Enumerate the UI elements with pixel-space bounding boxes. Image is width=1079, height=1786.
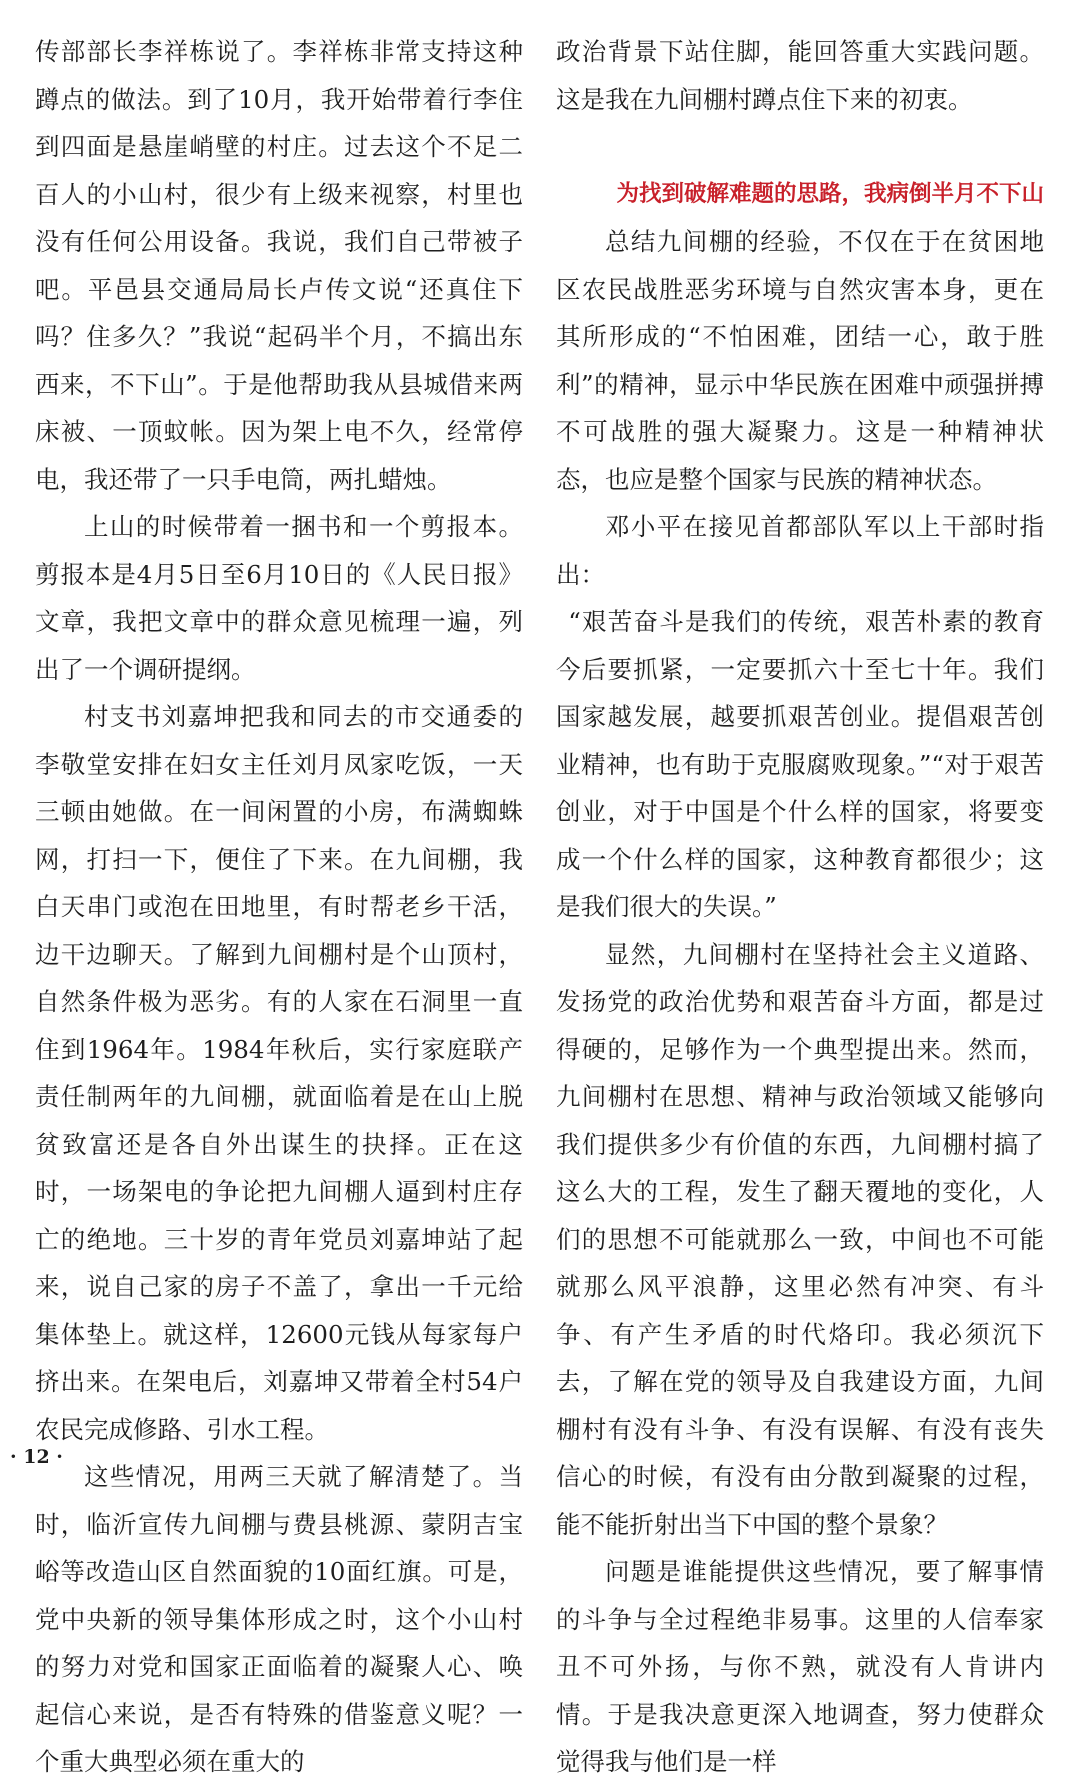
paragraph-continued: 传部部长李祥栋说了。李祥栋非常支持这种蹲点的做法。到了10月，我开始带着行李住到四面是悬崖峭壁的村庄。过去这个不足二百人的小山村，很少有上级来视察，村里也没有任何公用设备。我说，我们自己带被子吧。平邑县交通局局长卢传文说“还真住下吗？住多久？”我说“起码半个月，不搞出东西来，不下山”。于是他帮助我从县城借来两床被、一顶蚊帐。因为架上电不久，经常停电，我还带了一只手电筒，两扎蜡烛。 <box>35 37 523 494</box>
left-column <box>35 28 523 1786</box>
section-heading: 为找到破解难题的思路，我病倒半月不下山 <box>616 181 1044 207</box>
paragraph: 村支书刘嘉坤把我和同去的市交通委的李敬堂安排在妇女主任刘月凤家吃饭，一天三顿由她做。在一间闲置的小房，布满蜘蛛网，打扫一下，便住了下来。在九间棚，我白天串门或泡在田地里，有时帮老乡干活，边干边聊天。了解到九间棚村是个山顶村，自然条件极为恶劣。有的人家在石洞里一直住到1964年。1984年秋后，实行家庭联产责任制两年的九间棚，就面临着是在山上脱贫致富还是各自外出谋生的抉择。正在这时，一场架电的争论把九间棚人逼到村庄存亡的绝地。三十岁的青年党员刘嘉坤站了起来，说自己家的房子不盖了，拿出一千元给集体垫上。就这样，12600元钱从每家每户挤出来。在架电后，刘嘉坤又带着全村54户农民完成修路、引水工程。 <box>35 702 523 1444</box>
paragraph: 问题是谁能提供这些情况，要了解事情的斗争与全过程绝非易事。这里的人信奉家丑不可外扬，与你不熟，就没有人肯讲内情。于是我决意更深入地调查，努力使群众觉得我与他们是一样 <box>556 1557 1044 1776</box>
quotation-paragraph: “艰苦奋斗是我们的传统，艰苦朴素的教育今后要抓紧，一定要抓六十至七十年。我们国家越发展，越要抓艰苦创业。提倡艰苦创业精神，也有助于克服腐败现象。”“对于艰苦创业，对于中国是个什么样的国家，将要变成一个什么样的国家，这种教育都很少；这是我们很大的失误。” <box>556 607 1044 921</box>
paragraph: 上山的时候带着一捆书和一个剪报本。剪报本是4月5日至6月10日的《人民日报》文章，我把文章中的群众意见梳理一遍，列出了一个调研提纲。 <box>35 512 523 684</box>
right-column <box>556 28 1044 1786</box>
paragraph-continued: 政治背景下站住脚，能回答重大实践问题。这是我在九间棚村蹲点住下来的初衷。 <box>556 37 1044 114</box>
paragraph: 这些情况，用两三天就了解清楚了。当时，临沂宣传九间棚与费县桃源、蒙阴吉宝峪等改造山区自然面貌的10面红旗。可是，党中央新的领导集体形成之时，这个小山村的努力对党和国家正面临着的凝聚人心、唤起信心来说，是否有特殊的借鉴意义呢？一个重大典型必须在重大的 <box>35 1462 523 1776</box>
paragraph: 总结九间棚的经验，不仅在于在贫困地区农民战胜恶劣环境与自然灾害本身，更在其所形成的“不怕困难，团结一心，敢于胜利”的精神，显示中华民族在困难中顽强拼搏不可战胜的强大凝聚力。这是一种精神状态，也应是整个国家与民族的精神状态。 <box>556 227 1044 494</box>
paragraph: 邓小平在接见首都部队军以上干部时指出： <box>556 512 1044 589</box>
paragraph: 显然，九间棚村在坚持社会主义道路、发扬党的政治优势和艰苦奋斗方面，都是过得硬的，足够作为一个典型提出来。然而，九间棚村在思想、精神与政治领域又能够向我们提供多少有价值的东西，九间棚村搞了这么大的工程，发生了翻天覆地的变化，人们的思想不可能就那么一致，中间也不可能就那么风平浪静，这里必然有冲突、有斗争、有产生矛盾的时代烙印。我必须沉下去，了解在党的领导及自我建设方面，九间棚村有没有斗争、有没有误解、有没有丧失信心的时候，有没有由分散到凝聚的过程，能不能折射出当下中国的整个景象？ <box>556 939 1044 1539</box>
page-number: · 12 · <box>10 1446 63 1468</box>
